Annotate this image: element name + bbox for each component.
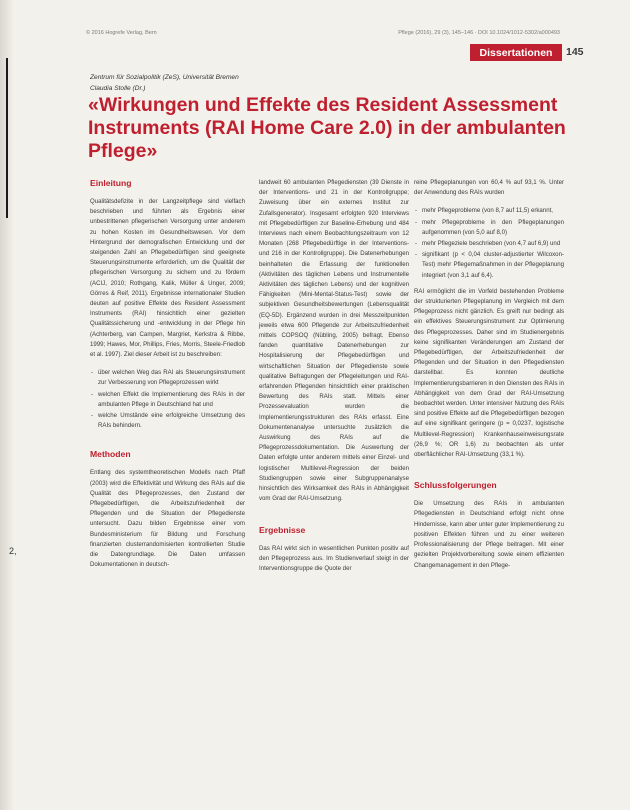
aim-item: - über welchen Weg das RAI als Steuerungsinstrument zur Verbesserung von Pflegeprozessen wirkt	[90, 368, 245, 388]
results-paragraph: Das RAI wirkt sich in wesentlichen Punkten positiv auf den Pflegeprozess aus. Im Studienverlauf steigt in der Interventionsgruppe die Quote der	[259, 544, 409, 572]
authors-block	[90, 72, 239, 94]
result-item: - mehr Pflegeprobleme (von 8,7 auf 11,5) erkannt,	[414, 206, 564, 216]
aim-item: - welchen Effekt die Implementierung des RAIs in der ambulanten Pflege in Deutschland hat und	[90, 390, 245, 410]
methods-continued-paragraph: landweit 60 ambulanten Pflegediensten (39 Dienste in der Interventions- und 21 in der Kontrollgruppe; Zuweisung über ein externes Institut zur Zufallsgenerator). Insgesamt erfolgten 920 Interviews mit Pflegebedürftigen zur Baseline-Erhebung und 484 Interviews nach einem Beobachtungszeitraum von 12 Monaten (268 Pflegebedürftige in der Interventions- und 216 in der Kontrollgruppe). Die Datenerhebungen beinhalteten die Erfassung der funktionellen (Aktivitäten des täglichen Lebens und Instrumentelle Aktivitäten des täglichen Lebens) und der kognitiven Fähigkeiten (Mini-Mental-Status-Test) sowie der subjektiven Gesundheitsbewertungen (Lebensqualität (EQ-5D). Ergänzend wurden in drei Messzeitpunkten jeweils etwa 600 Pflegende zur Arbeitszufriedenheit mittels COPSOQ (Nübling, 2005) befragt. Ebenso fanden quantitative Datenerhebungen zur Hospitalisierung der Pflegebedürftigen und wirtschaftlichen Situation der Pflegedienste sowie qualitative Befragungen der Pflegeleitungen und RAI-erfahrenden Pflegenden hinsichtlich einer praktischen Bewertung des RAIs statt. Mittels einer Prozessevaluation wurden die Implementierungsstrukturen des RAIs erfasst. Eine Dokumentenanalyse untersuchte zusätzlich die Auswirkung des RAIs auf die Pflegeprozessdokumentation. Die Auswertung der Daten erfolgte unter anderem mittels einer Einzel- und logistischer Multilevel-Regression der beiden Studiengruppen sowie einer Subgruppenanalyse hinsichtlich des Wirksamkeit des RAIs in Abhängigkeit vom Grad der RAI-Umsetzung.	[259, 179, 409, 503]
conclusions-paragraph: Die Umsetzung des RAIs in ambulanten Pflegediensten in Deutschland erfolgt nicht ohne Hindernisse, kann aber unter guter Implementierung zu positiven Effekten führen und zu einer weiteren Professionalisierung der Pflege beitragen. Mit einer gezielten Projektvorbereitung sowie einem effizienten Changemanagement in den Pflege-	[414, 500, 564, 569]
page-number: 145	[566, 46, 584, 58]
column-3	[414, 178, 564, 579]
result-item: - mehr Pflegeziele beschrieben (von 4,7 auf 6,9) und	[414, 239, 564, 249]
heading-methods: Methoden	[90, 449, 131, 460]
heading-conclusions: Schlussfolgerungen	[414, 480, 497, 491]
aim-item: - welche Umstände eine erfolgreiche Umsetzung des RAIs behindern.	[90, 411, 245, 431]
running-head-right: Pflege (2016), 29 (3), 145–146 · DOI 10.1024/1012-5302/a000493	[398, 30, 560, 36]
section-tab: Dissertationen	[470, 44, 562, 61]
results-continued-paragraph: reine Pflegeplanungen von 60,4 % auf 93,1 %. Unter der Anwendung des RAIs wurden	[414, 179, 564, 197]
margin-rule	[6, 58, 8, 218]
author-name: Claudia Stolle (Dr.)	[90, 85, 146, 92]
results-discussion-paragraph: RAI ermöglicht die im Vorfeld bestehenden Probleme der strukturierten Pflegeplanung im Vergleich mit dem Pflegeprozess nicht gänzlich. Es greift nur bedingt als ein effektives Steuerungsinstrument zur Optimierung des Pflegeprozesses. Daher sind im Studienergebnis keine signifikanten Veränderungen am Zustand der Pflegebedürftigen, der Arbeitszufriedenheit der Pflegenden und der Situation in den Pflegediensten darstellbar. Es konnten deutliche Implementierungsbarrieren in den Diensten des RAIs in Abhängigkeit von dem Grad der RAI-Umsetzung beobachtet werden. Unter intensiver Nutzung des RAIs sind positive Effekte auf die Pflegebedürftigen bezogen auf eine signifikant geringere (p = 0,0237, logistische Multilevel-Regression) Krankenhauseinweisungsrate (26,9 %; OR 1,6) zu beobachten als unter oberflächlicher RAI-Umsetzung (33,1 %).	[414, 287, 564, 459]
column-1	[90, 178, 245, 579]
column-2	[259, 178, 409, 582]
heading-introduction: Einleitung	[90, 178, 132, 188]
methods-paragraph: Entlang des systemtheoretischen Modells nach Pfaff (2003) wird die Effektivität und Wirkung des RAIs auf die Qualität des Pflegeprozesses, den Zustand der Pflegebedürftigen, die Arbeitszufriedenheit der Pflegenden und die Situation der Pflegedienste untersucht. Dazu bilden Ergebnisse einer vom Bundesministerium für Bildung und Forschung finanzierten clusterrandomisierten kontrollierten Studie die Datengrundlage. Die Daten umfassen Dokumentationen in deutsch-	[90, 469, 245, 569]
running-head	[86, 30, 560, 36]
aims-list	[90, 368, 245, 431]
article-title: «Wirkungen und Effekte des Resident Assessment Instruments (RAI Home Care 2.0) in der ambulanten Pflege»	[88, 94, 566, 162]
running-head-left: © 2016 Hogrefe Verlag, Bern	[86, 30, 157, 36]
result-item: - signifikant (p < 0,04 cluster-adjustierter Wilcoxon-Test) mehr Pflegemaßnahmen in der Pflegeplanung integriert (von 3,1 auf 6,4).	[414, 250, 564, 281]
heading-results: Ergebnisse	[259, 524, 306, 535]
results-list	[414, 206, 564, 280]
intro-paragraph: Qualitätsdefizite in der Langzeitpflege sind vielfach beschrieben und führten als Ergebnis einer unbestrittenen pflegerischen Versorgung unter anderem zu hohen Kosten im Gesundheitswesen. Vor dem Hintergrund der demografischen Entwicklung und der steigenden Zahl an Pflegebedürftigen sind geeignete Steuerungsinstrumente erforderlich, um die Qualität der pflegerischen Versorgung zu sichern und zu fördern (ACIJ, 2010; Rothgang, Kalik, Müller & Unger, 2009; Görres & Reif, 2011). Ergebnisse internationaler Studien deuten auf positive Effekte des Resident Assessment Instruments (RAI) hinsichtlich einer gezielten Qualitätssicherung und -entwicklung in der Pflege hin (Achterberg, van Campen, Margriet, Kerkstra & Ribbe, 1999; Hawes, Mor, Phillips, Fries, Morris, Steele-Friedlob et al. 1997). Ziel dieser Arbeit ist zu beschreiben:	[90, 198, 245, 359]
author-affiliation: Zentrum für Sozialpolitik (ZeS), Universität Bremen	[90, 74, 239, 81]
margin-fragment: 2,	[9, 546, 17, 556]
result-item: - mehr Pflegeprobleme in den Pflegeplanungen aufgenommen (von 5,0 auf 8,0)	[414, 218, 564, 238]
